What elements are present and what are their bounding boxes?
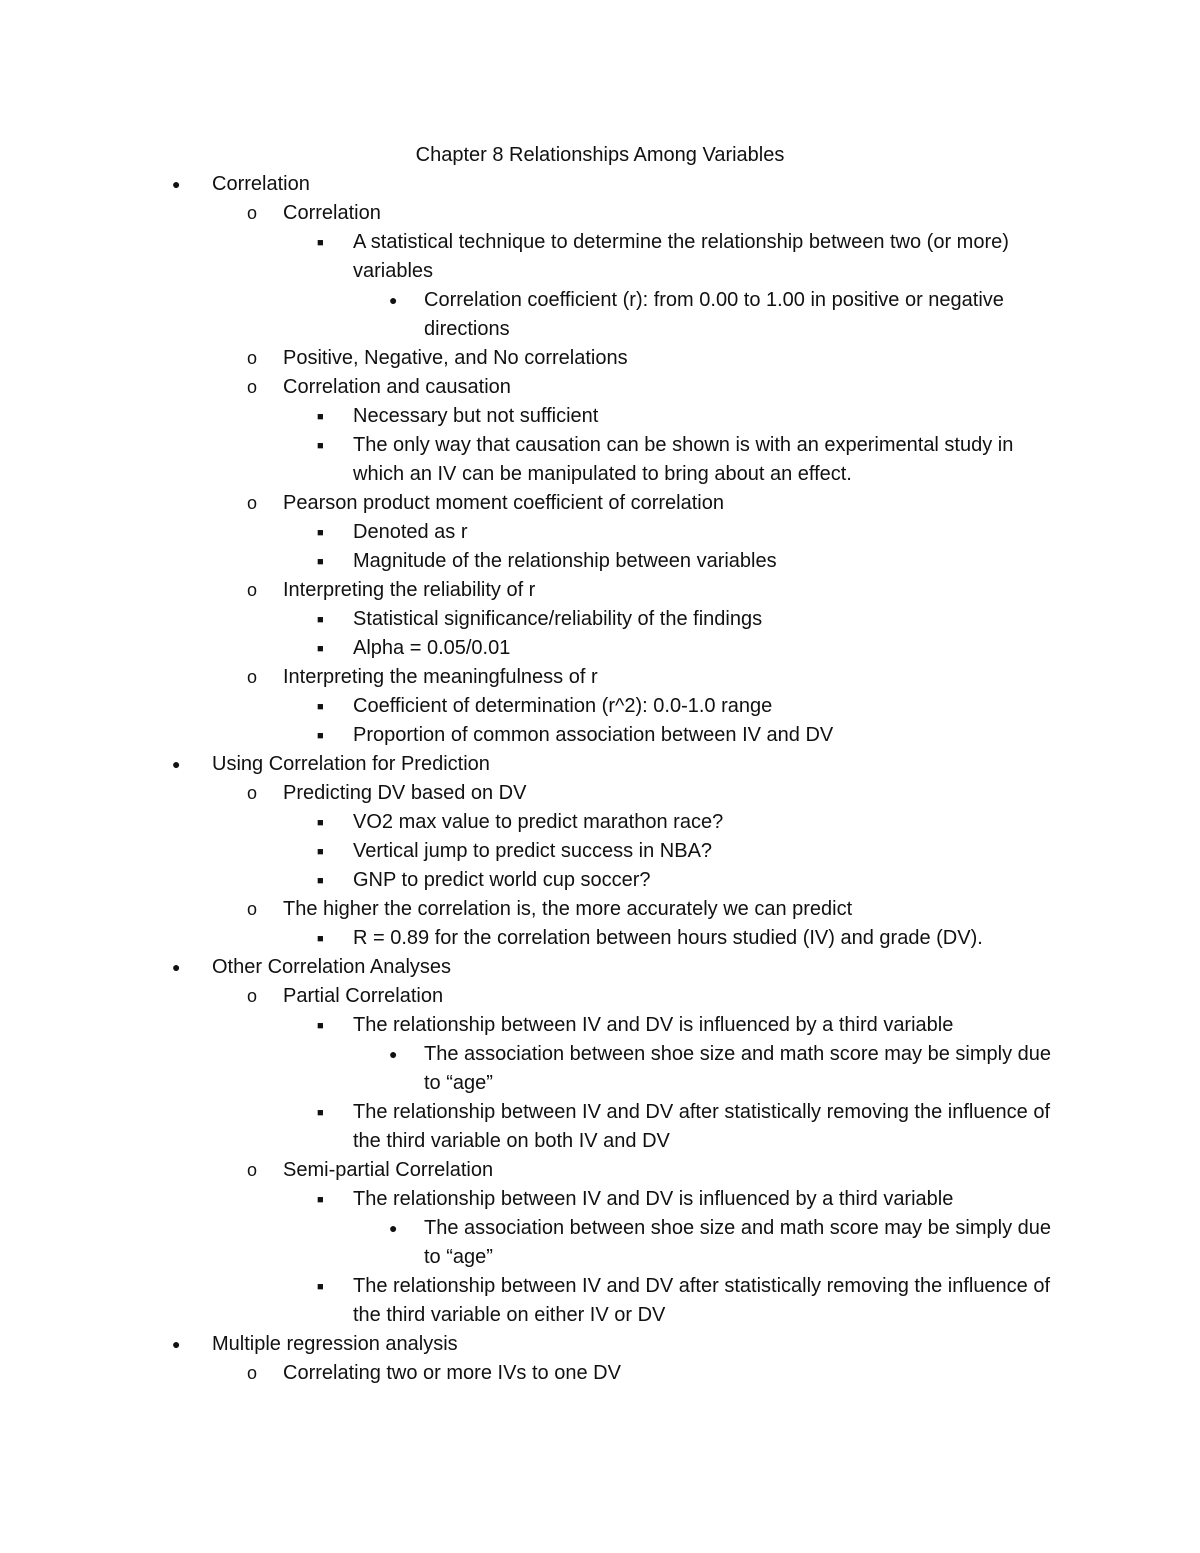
outline-item-text: Coefficient of determination (r^2): 0.0-1.0 range bbox=[353, 695, 773, 717]
outline-item-level-1 bbox=[0, 170, 1052, 199]
outline-item-level-3 bbox=[0, 1098, 1053, 1156]
outline-item-text: Correlation bbox=[212, 173, 310, 195]
bullet-marker-icon: ■ bbox=[317, 701, 324, 713]
bullet-marker-icon: ■ bbox=[317, 1020, 324, 1032]
outline-item-text: Vertical jump to predict success in NBA? bbox=[353, 840, 713, 862]
outline-list bbox=[0, 170, 1200, 1388]
outline-item-text: Correlating two or more IVs to one DV bbox=[283, 1362, 621, 1384]
outline-item-level-2 bbox=[0, 779, 1053, 808]
outline-item-text: Other Correlation Analyses bbox=[212, 956, 452, 978]
bullet-marker-icon: ■ bbox=[317, 237, 324, 249]
bullet-marker-icon: o bbox=[247, 1160, 258, 1180]
bullet-marker-icon: ● bbox=[172, 176, 181, 192]
outline-item-text: The only way that causation can be shown is with an experimental study in which an IV can be manipulated to bring about an effect. bbox=[353, 434, 1014, 485]
outline-item-text: The relationship between IV and DV after statistically removing the influence of the third variable on either IV or DV bbox=[353, 1275, 1051, 1326]
bullet-marker-icon: o bbox=[247, 377, 258, 397]
bullet-marker-icon: o bbox=[247, 899, 258, 919]
outline-item-level-3 bbox=[0, 605, 1053, 634]
bullet-marker-icon: ● bbox=[389, 1220, 398, 1236]
outline-item-text: VO2 max value to predict marathon race? bbox=[353, 811, 724, 833]
outline-item-text: The relationship between IV and DV is influenced by a third variable bbox=[353, 1188, 954, 1210]
outline-item-text: The association between shoe size and math score may be simply due to “age” bbox=[424, 1217, 1052, 1268]
bullet-marker-icon: ■ bbox=[317, 643, 324, 655]
outline-item-level-2 bbox=[0, 1359, 1053, 1388]
outline-item-text: GNP to predict world cup soccer? bbox=[353, 869, 651, 891]
outline-item-text: Correlation coefficient (r): from 0.00 to 1.00 in positive or negative directions bbox=[424, 289, 1004, 340]
outline-item-text: The relationship between IV and DV is influenced by a third variable bbox=[353, 1014, 954, 1036]
outline-item-text: Statistical significance/reliability of the findings bbox=[353, 608, 763, 630]
outline-item-text: Correlation bbox=[283, 202, 381, 224]
outline-item-level-2 bbox=[0, 489, 1053, 518]
outline-item-level-2 bbox=[0, 895, 1053, 924]
outline-item-text: Semi-partial Correlation bbox=[283, 1159, 494, 1181]
outline-item-text: Correlation and causation bbox=[283, 376, 511, 398]
page-title: Chapter 8 Relationships Among Variables bbox=[415, 144, 785, 166]
outline-item-text: Predicting DV based on DV bbox=[283, 782, 527, 804]
outline-item-text: Alpha = 0.05/0.01 bbox=[353, 637, 511, 659]
bullet-marker-icon: ● bbox=[172, 1336, 181, 1352]
bullet-marker-icon: o bbox=[247, 986, 258, 1006]
outline-item-level-2 bbox=[0, 1156, 1053, 1185]
outline-item-level-3 bbox=[0, 1272, 1053, 1330]
outline-item-text: Multiple regression analysis bbox=[212, 1333, 458, 1355]
outline-item-text: Proportion of common association between IV and DV bbox=[353, 724, 834, 746]
outline-item-level-4 bbox=[0, 1214, 1064, 1272]
outline-item-level-3 bbox=[0, 518, 1053, 547]
outline-item-level-3 bbox=[0, 924, 1053, 953]
outline-item-level-3 bbox=[0, 808, 1053, 837]
outline-item-level-3 bbox=[0, 837, 1053, 866]
bullet-marker-icon: ■ bbox=[317, 614, 324, 626]
outline-item-level-3 bbox=[0, 866, 1053, 895]
outline-item-level-4 bbox=[0, 286, 1064, 344]
outline-item-level-3 bbox=[0, 402, 1053, 431]
bullet-marker-icon: ● bbox=[172, 756, 181, 772]
outline-item-level-1 bbox=[0, 750, 1052, 779]
outline-item-text: R = 0.89 for the correlation between hours studied (IV) and grade (DV). bbox=[353, 927, 983, 949]
bullet-marker-icon: o bbox=[247, 667, 258, 687]
outline-item-level-3 bbox=[0, 721, 1053, 750]
outline-item-text: Interpreting the reliability of r bbox=[283, 579, 536, 601]
outline-item-level-1 bbox=[0, 953, 1052, 982]
bullet-marker-icon: o bbox=[247, 580, 258, 600]
bullet-marker-icon: ■ bbox=[317, 556, 324, 568]
outline-item-level-2 bbox=[0, 373, 1053, 402]
outline-item-level-3 bbox=[0, 547, 1053, 576]
outline-item-text: Necessary but not sufficient bbox=[353, 405, 599, 427]
bullet-marker-icon: ● bbox=[172, 959, 181, 975]
outline-item-level-3 bbox=[0, 692, 1053, 721]
outline-item-level-2 bbox=[0, 663, 1053, 692]
bullet-marker-icon: ■ bbox=[317, 846, 324, 858]
bullet-marker-icon: o bbox=[247, 493, 258, 513]
outline-item-level-1 bbox=[0, 1330, 1052, 1359]
outline-item-text: Denoted as r bbox=[353, 521, 468, 543]
outline-item-level-4 bbox=[0, 1040, 1064, 1098]
outline-item-text: A statistical technique to determine the relationship between two (or more) variables bbox=[353, 231, 1009, 282]
bullet-marker-icon: ■ bbox=[317, 730, 324, 742]
outline-item-text: Interpreting the meaningfulness of r bbox=[283, 666, 598, 688]
bullet-marker-icon: ■ bbox=[317, 1194, 324, 1206]
outline-item-text: Using Correlation for Prediction bbox=[212, 753, 490, 775]
bullet-marker-icon: ■ bbox=[317, 1107, 324, 1119]
bullet-marker-icon: o bbox=[247, 1363, 258, 1383]
bullet-marker-icon: ■ bbox=[317, 933, 324, 945]
outline-item-level-3 bbox=[0, 1011, 1053, 1040]
bullet-marker-icon: ■ bbox=[317, 875, 324, 887]
outline-item-level-3 bbox=[0, 634, 1053, 663]
bullet-marker-icon: ■ bbox=[317, 440, 324, 452]
bullet-marker-icon: ■ bbox=[317, 817, 324, 829]
outline-item-text: Pearson product moment coefficient of correlation bbox=[283, 492, 724, 514]
outline-item-text: The association between shoe size and math score may be simply due to “age” bbox=[424, 1043, 1052, 1094]
bullet-marker-icon: o bbox=[247, 783, 258, 803]
outline-item-text: Positive, Negative, and No correlations bbox=[283, 347, 628, 369]
outline-item-level-3 bbox=[0, 1185, 1053, 1214]
bullet-marker-icon: o bbox=[247, 203, 258, 223]
bullet-marker-icon: ● bbox=[389, 1046, 398, 1062]
outline-item-level-2 bbox=[0, 982, 1053, 1011]
outline-item-level-3 bbox=[0, 228, 1053, 286]
outline-item-level-2 bbox=[0, 576, 1053, 605]
outline-item-text: The higher the correlation is, the more accurately we can predict bbox=[283, 898, 853, 920]
outline-item-text: The relationship between IV and DV after statistically removing the influence of the third variable on both IV and DV bbox=[353, 1101, 1051, 1152]
bullet-marker-icon: ■ bbox=[317, 1281, 324, 1293]
outline-item-text: Partial Correlation bbox=[283, 985, 444, 1007]
outline-item-text: Magnitude of the relationship between variables bbox=[353, 550, 777, 572]
bullet-marker-icon: ● bbox=[389, 292, 398, 308]
outline-item-level-3 bbox=[0, 431, 1053, 489]
bullet-marker-icon: o bbox=[247, 348, 258, 368]
outline-item-level-2 bbox=[0, 344, 1053, 373]
outline-item-level-2 bbox=[0, 199, 1053, 228]
bullet-marker-icon: ■ bbox=[317, 411, 324, 423]
bullet-marker-icon: ■ bbox=[317, 527, 324, 539]
